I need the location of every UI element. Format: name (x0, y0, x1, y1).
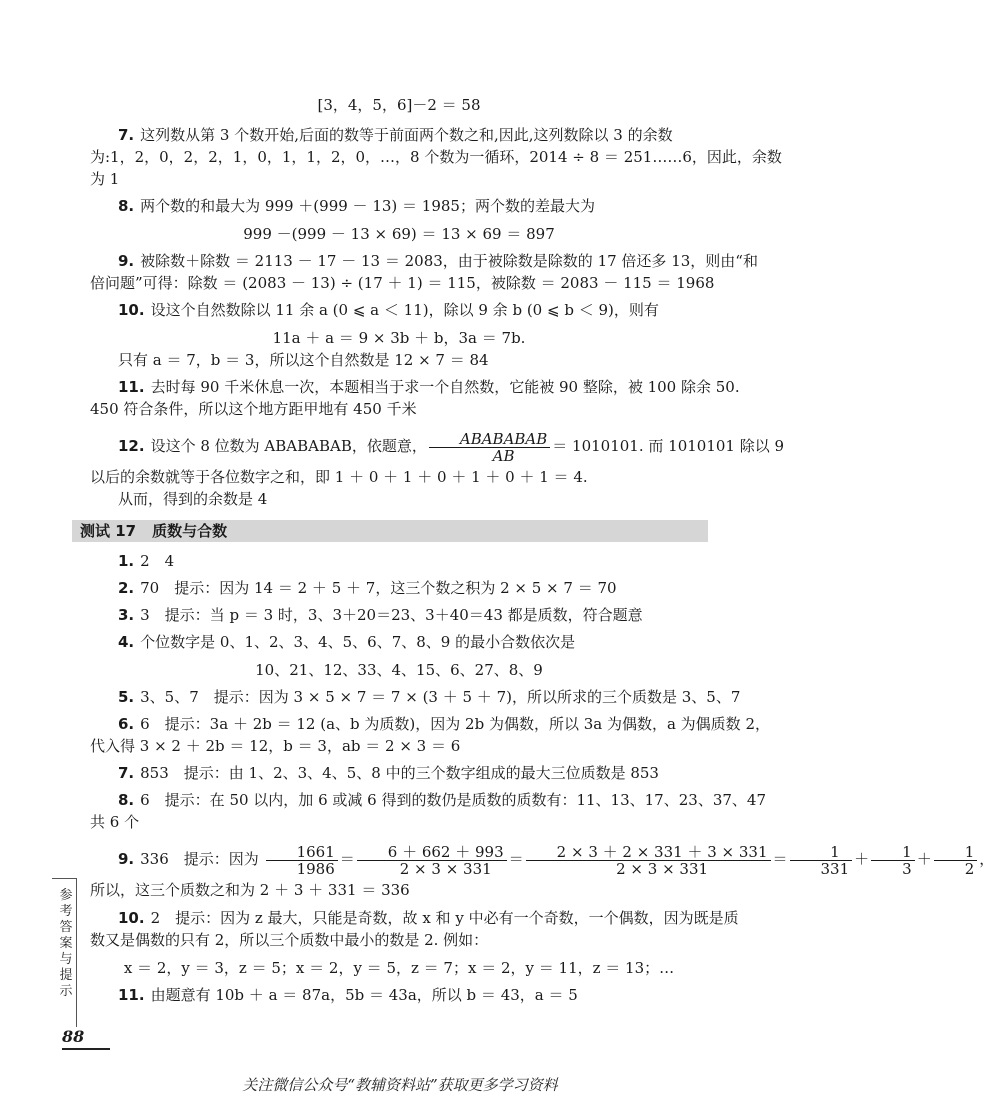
item-number: 12. (118, 437, 145, 455)
side-tab-label: 参考答案与提示 (59, 888, 73, 999)
answer-text: 为:1，2，0，2，2，1，0，1，1，2，0，…，8 个数为一循环，2014 ÷ 8 ＝ 251……6，因此，余数 (90, 148, 782, 166)
answer-text: 代入得 3 × 2 ＋ 2b ＝ 12，b ＝ 3，ab ＝ 2 × 3 ＝ 6 (90, 737, 461, 755)
question-1 (90, 552, 708, 570)
fraction: $\frac{1}{3}$ (871, 844, 915, 877)
answer-text: 为 1 (90, 170, 120, 188)
answer-text: 共 6 个 (90, 813, 140, 831)
item-number: 7. (118, 126, 135, 144)
answer-text: 2 提示：因为 z 最大，只能是奇数，故 x 和 y 中必有一个奇数，一个偶数，因为既是质 (150, 909, 739, 927)
item-number: 8. (118, 197, 135, 215)
item-number: 9. (118, 850, 135, 868)
question-2 (90, 579, 708, 597)
question-11 (90, 986, 708, 1004)
equals-sign: ＝ (508, 850, 524, 868)
item-number: 2. (118, 579, 135, 597)
item-number: 10. (118, 909, 145, 927)
question-9 (90, 841, 994, 899)
item-number: 10. (118, 301, 145, 319)
plus-sign: ＋ (854, 850, 870, 868)
answer-text: 3 提示：当 p ＝ 3 时，3、3＋20＝23、3＋40＝43 都是质数，符合题意 (140, 606, 643, 624)
answer-9 (90, 252, 758, 292)
equals-sign: ＝ (772, 850, 788, 868)
item-number: 6. (118, 715, 135, 733)
fraction: $\frac{6 + 662 + 993}{2 \times 3 \times 331}$ (357, 844, 507, 877)
answer-11 (90, 378, 740, 418)
answer-text: 2 4 (140, 552, 175, 570)
answer-text: 这列数从第 3 个数开始,后面的数等于前面两个数之和,因此,这列数除以 3 的余数 (140, 126, 673, 144)
item-number: 4. (118, 633, 135, 651)
plus-sign: ＋ (916, 850, 932, 868)
item-number: 11. (118, 378, 145, 396)
answer-text: 6 提示：在 50 以内，加 6 或减 6 得到的数仍是质数的质数有：11、13、17、23、37、47 (140, 791, 766, 809)
item-number: 1. (118, 552, 135, 570)
question-4 (90, 633, 708, 679)
comma: ， (979, 850, 994, 868)
answer-text: 设这个自然数除以 11 余 a (0 ⩽ a ＜ 11)，除以 9 余 b (0 ⩽ b ＜ 9)，则有 (150, 301, 659, 319)
fraction: $\frac{1}{331}$ (790, 844, 853, 877)
item-number: 3. (118, 606, 135, 624)
answer-text: ＝ 1010101. 而 1010101 除以 9 (552, 437, 785, 455)
answer-text: 所以，这三个质数之和为 2 ＋ 3 ＋ 331 ＝ 336 (90, 881, 410, 899)
answer-text: 450 符合条件，所以这个地方距甲地有 450 千米 (90, 400, 417, 418)
answer-text: 只有 a ＝ 7，b ＝ 3，所以这个自然数是 12 × 7 ＝ 84 (118, 351, 489, 369)
item-number: 7. (118, 764, 135, 782)
answer-text: 由题意有 10b ＋ a ＝ 87a，5b ＝ 43a，所以 b ＝ 43，a ＝ 5 (150, 986, 578, 1004)
equals-sign: ＝ (339, 850, 355, 868)
item-number: 9. (118, 252, 135, 270)
answer-text: 被除数＋除数 ＝ 2113 － 17 － 13 ＝ 2083，由于被除数是除数的 17 倍还多 13，则由“和 (140, 252, 758, 270)
section-title: 质数与合数 (152, 522, 228, 540)
answer-8 (90, 197, 708, 243)
answer-text: 336 提示：因为 (140, 850, 259, 868)
page-number: 88 (62, 1026, 110, 1050)
answer-text: 853 提示：由 1、2、3、4、5、8 中的三个数字组成的最大三位质数是 853 (140, 764, 659, 782)
answer-12 (90, 428, 785, 508)
question-3 (90, 606, 708, 624)
answer-text: 以后的余数就等于各位数字之和，即 1 ＋ 0 ＋ 1 ＋ 0 ＋ 1 ＋ 0 ＋ 1 ＝ 4. (90, 468, 588, 486)
answer-text: 6 提示：3a ＋ 2b ＝ 12 (a、b 为质数)，因为 2b 为偶数，所以 3a 为偶数，a 为偶质数 2， (140, 715, 770, 733)
footer-note: 关注微信公众号“教辅资料站”获取更多学习资料 (242, 1076, 558, 1094)
answer-text: 两个数的和最大为 999 ＋(999 － 13) ＝ 1985；两个数的差最大为 (140, 197, 595, 215)
answer-text: 从而，得到的余数是 4 (118, 490, 268, 508)
answer-10 (90, 301, 708, 369)
question-8 (90, 791, 766, 831)
answer-text: 倍问题”可得：除数 ＝ (2083 － 13) ÷ (17 ＋ 1) ＝ 115，被除数 ＝ 2083 － 115 ＝ 1968 (90, 274, 715, 292)
answer-text: 个位数字是 0、1、2、3、4、5、6、7、8、9 的最小合数依次是 (140, 633, 576, 651)
formula: 11a ＋ a ＝ 9 × 3b ＋ b，3a ＝ 7b. (272, 329, 526, 347)
answer-text: 数又是偶数的只有 2，所以三个质数中最小的数是 2. 例如： (90, 931, 489, 949)
top-formula: [3，4，5，6]－2 ＝ 58 (317, 96, 481, 114)
section-label: 测试 17 (80, 522, 137, 540)
fraction: $\frac{1}{2}$ (934, 844, 978, 877)
item-number: 11. (118, 986, 145, 1004)
answer-text: 去时每 90 千米休息一次，本题相当于求一个自然数，它能被 90 整除，被 100 除余 50. (150, 378, 740, 396)
question-6 (90, 715, 770, 755)
section-header (72, 520, 708, 542)
fraction: $\frac{1661}{1986}$ (266, 844, 338, 877)
formula: 10、21、12、33、4、15、6、27、8、9 (255, 661, 543, 679)
page-content (80, 96, 994, 1013)
fraction: $\frac{2 \times 3 + 2 \times 331 + 3 \times 331}{2 \times 3 \times 331}$ (526, 844, 771, 877)
question-7 (90, 764, 708, 782)
formula: x ＝ 2，y ＝ 3，z ＝ 5；x ＝ 2，y ＝ 5，z ＝ 7；x ＝ 2，y ＝ 11，z ＝ 13；… (123, 959, 675, 977)
fraction: $\frac{\text{ABABABAB}}{AB}$ (429, 431, 550, 464)
question-5 (90, 688, 741, 706)
answer-7 (90, 126, 782, 188)
question-10 (90, 909, 739, 977)
answer-text: 3、5、7 提示：因为 3 × 5 × 7 ＝ 7 × (3 ＋ 5 ＋ 7)，所以所求的三个质数是 3、5、7 (140, 688, 741, 706)
answer-text: 70 提示：因为 14 ＝ 2 ＋ 5 ＋ 7，这三个数之积为 2 × 5 × 7 ＝ 70 (140, 579, 617, 597)
formula: 999 －(999 － 13 × 69) ＝ 13 × 69 ＝ 897 (243, 225, 555, 243)
item-number: 5. (118, 688, 135, 706)
answer-text: 设这个 8 位数为 ABABABAB，依题意， (150, 437, 427, 455)
item-number: 8. (118, 791, 135, 809)
